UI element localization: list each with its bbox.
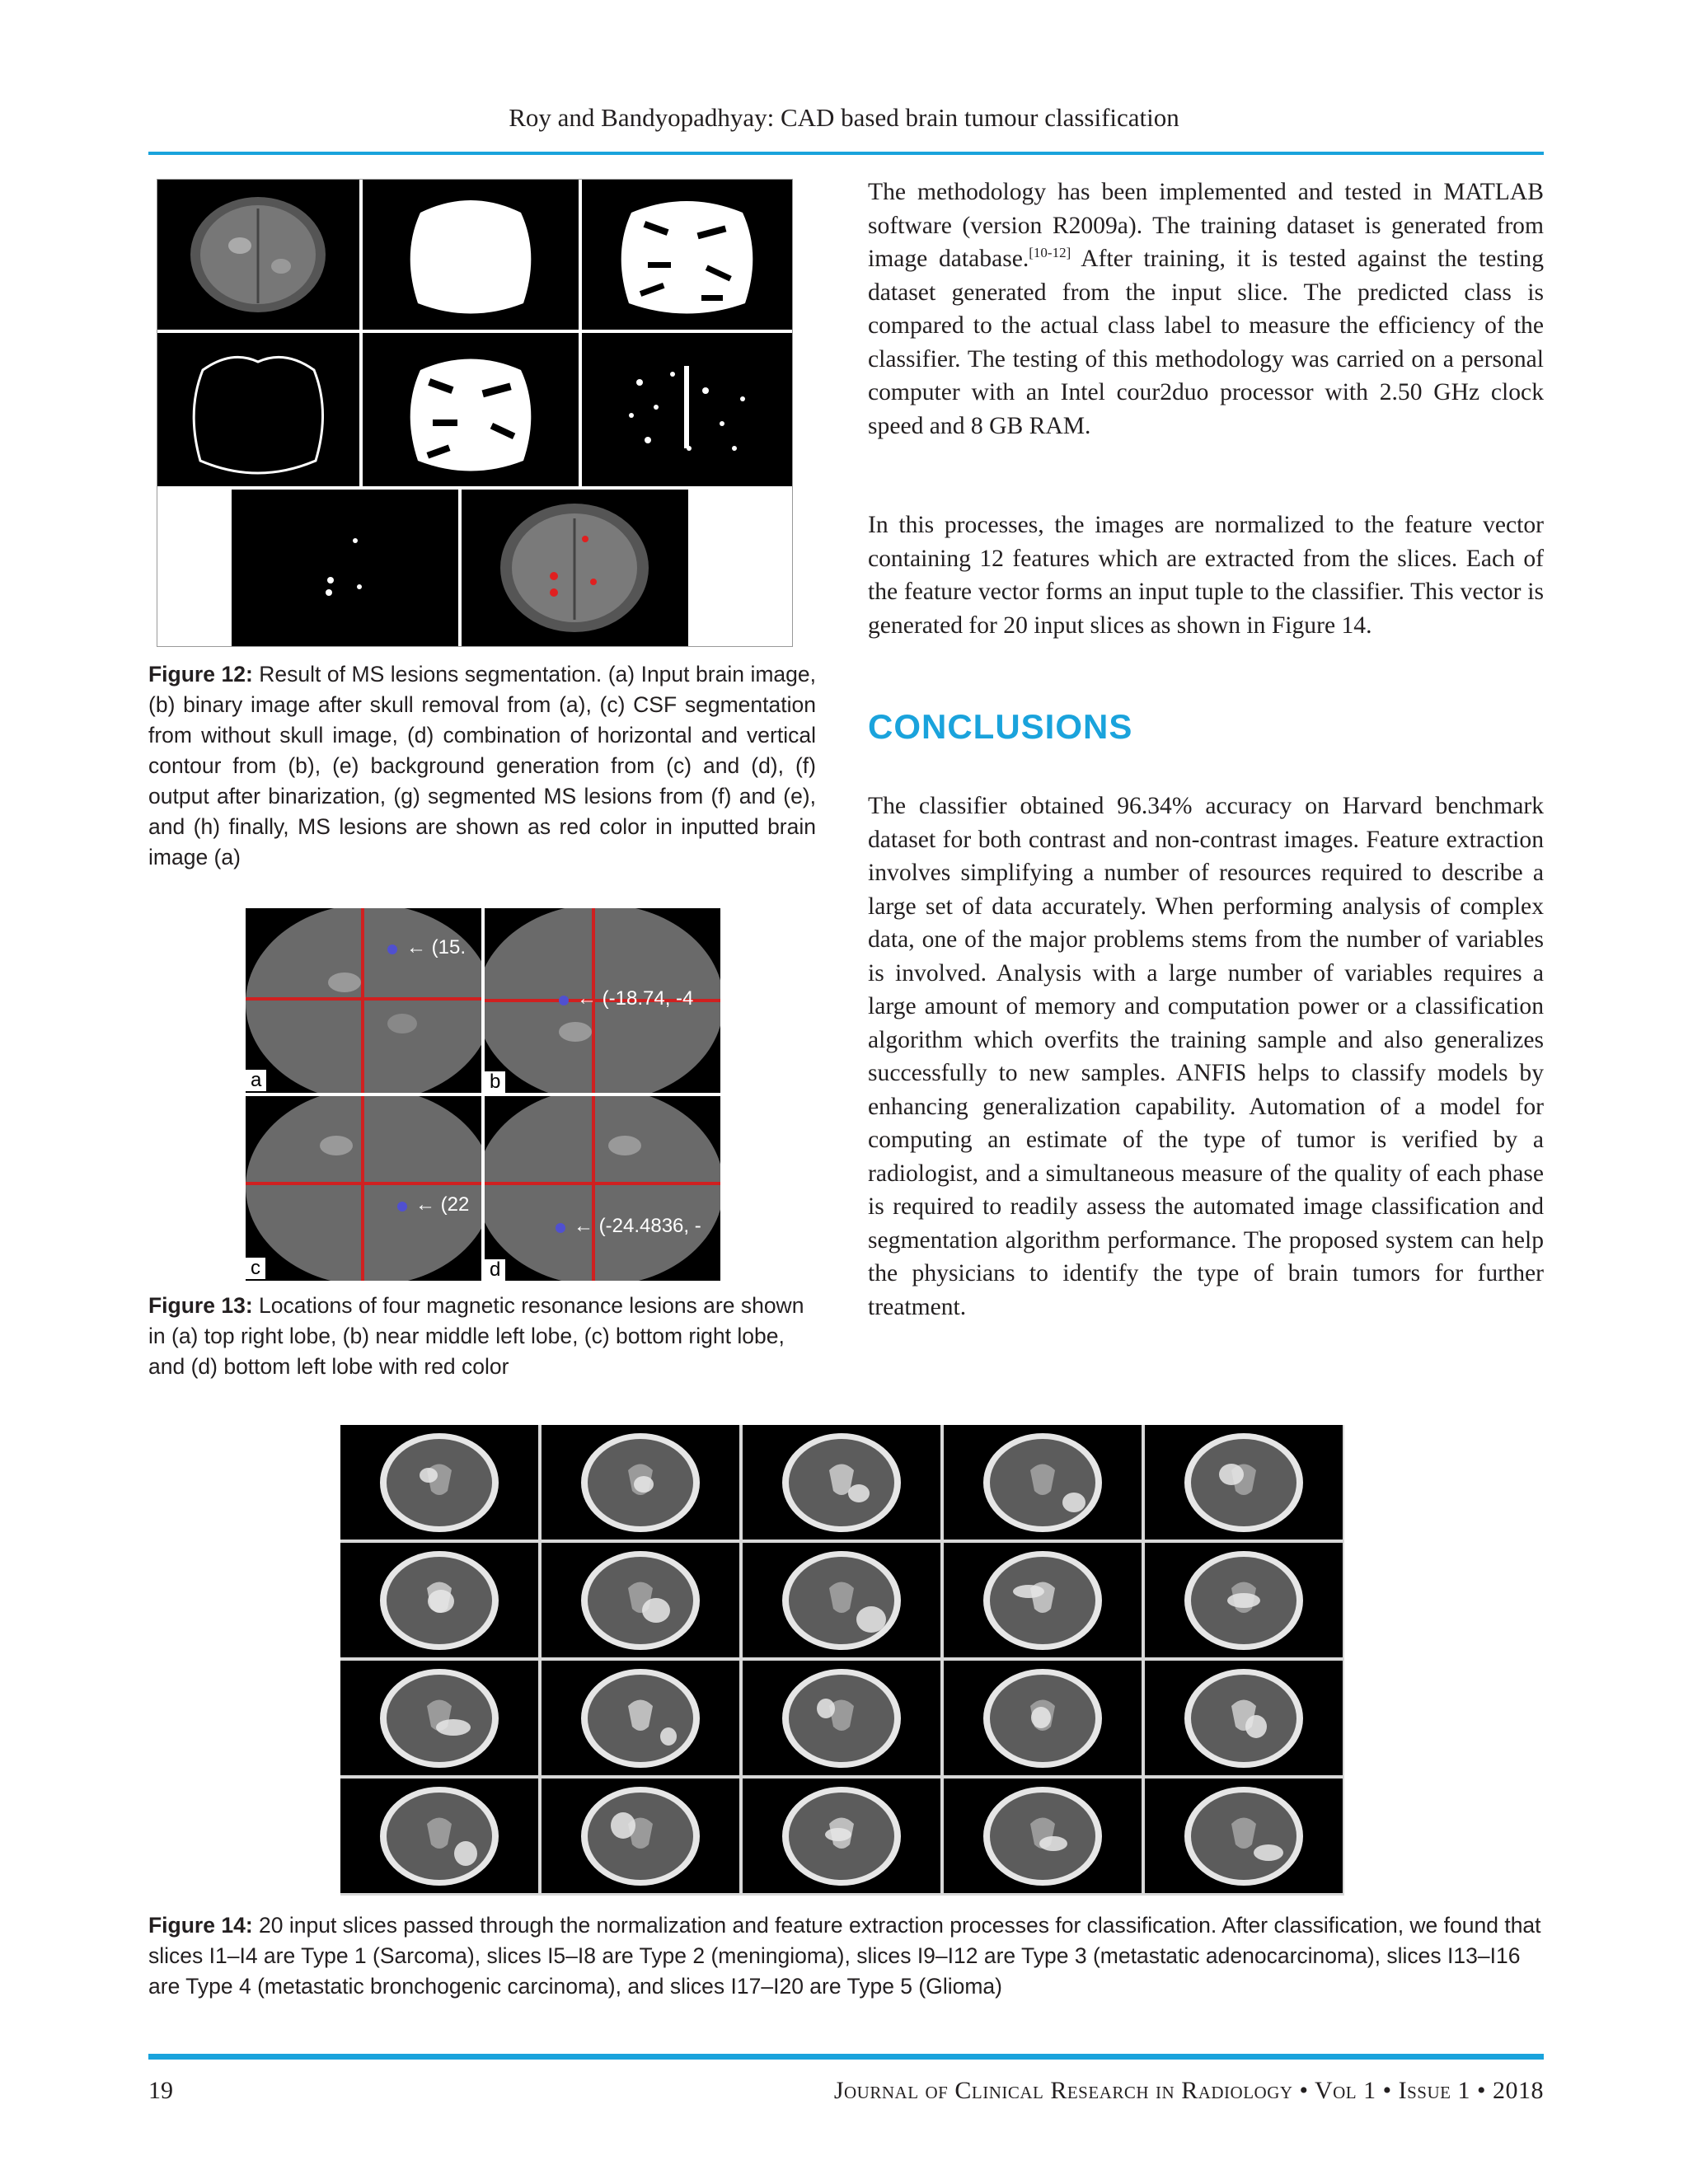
fig14-slice-20 <box>1145 1779 1343 1893</box>
fig14-slice-2 <box>542 1425 739 1540</box>
fig14-slice-17 <box>542 1779 739 1893</box>
fig13-letter-c: c <box>246 1258 265 1279</box>
fig14-slice-5 <box>1145 1425 1343 1540</box>
figure-13-caption: Figure 13: Locations of four magnetic resonance lesions are shown in (a) top right lobe, (b) near middle left lobe, (c) bottom right lobe, and (d) bottom left lobe with red color <box>148 1293 804 1379</box>
fig14-slice-10 <box>1145 1543 1343 1657</box>
fig12-panel-overlay <box>462 490 688 646</box>
fig14-slice-18 <box>743 1779 940 1893</box>
normalization-paragraph: In this processes, the images are normalized to the feature vector containing 12 features which are extracted from the slices. Each of the feature vector forms an input tuple to the classifier. This vector is generated for 20 input slices as shown in Figure 14. <box>868 512 1544 639</box>
top-rule <box>148 152 1544 155</box>
fig13-coord-d: ← (-24.4836, - <box>574 1215 701 1237</box>
fig14-slice-6 <box>340 1543 538 1657</box>
methodology-paragraph: The methodology has been implemented and tested in MATLAB software (version R2009a). The training dataset is generated from image database.[10-12] After training, it is tested against the testing dataset generated from the input slice. The predicted class is compared to the actual class label to measure the efficiency of the classifier. The testing of this methodology was carried on a personal computer with an Intel cour2duo processor with 2.50 GHz clock speed and 8 GB RAM. <box>868 179 1544 439</box>
fig13-coord-b: ← (-18.74, -4 <box>577 987 694 1010</box>
figure-13 <box>246 908 720 1281</box>
fig14-slice-11 <box>340 1661 538 1775</box>
fig14-slice-19 <box>944 1779 1142 1893</box>
fig13-panel-a <box>246 908 481 1093</box>
bottom-rule <box>148 2054 1544 2060</box>
journal-footer: Journal of Clinical Research in Radiology • Vol 1 • Issue 1 • 2018 <box>833 2077 1544 2104</box>
fig14-slice-4 <box>944 1425 1142 1540</box>
fig13-panel-d <box>485 1096 720 1281</box>
fig13-panel-c <box>246 1096 481 1281</box>
conclusions-paragraph: The classifier obtained 96.34% accuracy on Harvard benchmark dataset for both contrast and non-contrast images. Feature extraction involves simplifying a number of resources required to describe a large set of data accurately. When performing analysis of complex data, one of the major problems stems from the number of variables is involved. Analysis with a large number of variables requires a large amount of memory and computation power or a classification algorithm which overfits the training sample and also generalizes successfully to new samples. ANFIS helps to classify models by enhancing generalization capability. Automation of a model for computing an estimate of the type of tumor is verified by a radiologist, and a simultaneous measure of the quality of each phase is required to readily assess the automated image classification and segmentation algorithm performance. The proposed system can help the physicians to identify the type of brain tumors for further treatment. <box>868 793 1544 1320</box>
fig14-slice-16 <box>340 1779 538 1893</box>
fig13-letter-a: a <box>246 1070 266 1091</box>
fig12-panel-binary-mask <box>363 180 579 330</box>
fig12-panel-lesions <box>232 490 458 646</box>
fig12-panel-input-brain <box>157 180 359 330</box>
figure-12 <box>157 179 793 647</box>
fig14-slice-12 <box>542 1661 739 1775</box>
figure-12-caption: Figure 12: Result of MS lesions segmentation. (a) Input brain image, (b) binary image after skull removal from (a), (c) CSF segmentation from without skull image, (d) combination of horizontal and vertical contour from (b), (e) background generation from (c) and (d), (f) output after binarization, (g) segmented MS lesions from (f) and (e), and (h) finally, MS lesions are shown as red color in inputted brain image (a) <box>148 662 816 869</box>
conclusions-heading: CONCLUSIONS <box>868 707 1133 746</box>
fig12-panel-background <box>363 333 579 486</box>
fig14-slice-9 <box>944 1543 1142 1657</box>
fig14-slice-14 <box>944 1661 1142 1775</box>
fig14-slice-15 <box>1145 1661 1343 1775</box>
fig14-slice-8 <box>743 1543 940 1657</box>
citation-ref: [10-12] <box>1029 245 1071 261</box>
fig14-slice-13 <box>743 1661 940 1775</box>
running-head: Roy and Bandyopadhyay: CAD based brain tumour classification <box>509 103 1179 132</box>
fig12-panel-contour <box>157 333 359 486</box>
figure-14 <box>340 1425 1344 1896</box>
fig14-slice-3 <box>743 1425 940 1540</box>
fig12-panel-binarized <box>582 333 792 486</box>
fig13-panel-b <box>485 908 720 1093</box>
fig14-slice-1 <box>340 1425 538 1540</box>
fig12-panel-csf <box>582 180 792 330</box>
fig14-slice-7 <box>542 1543 739 1657</box>
fig13-coord-a: ← (15. <box>406 936 467 958</box>
figure-14-caption: Figure 14: 20 input slices passed through the normalization and feature extraction processes for classification. After classification, we found that slices I1–I4 are Type 1 (Sarcoma), slices I5–I8 are Type 2 (meningioma), slices I9–I12 are Type 3 (metastatic adenocarcinoma), slices I13–I16 are Type 4 (metastatic bronchogenic carcinoma), and slices I17–I20 are Type 5 (Glioma) <box>148 1913 1541 1999</box>
page-number: 19 <box>148 2077 173 2104</box>
fig13-coord-c: ← (22 <box>415 1193 470 1216</box>
fig13-letter-b: b <box>485 1071 505 1093</box>
fig13-letter-d: d <box>485 1259 505 1281</box>
